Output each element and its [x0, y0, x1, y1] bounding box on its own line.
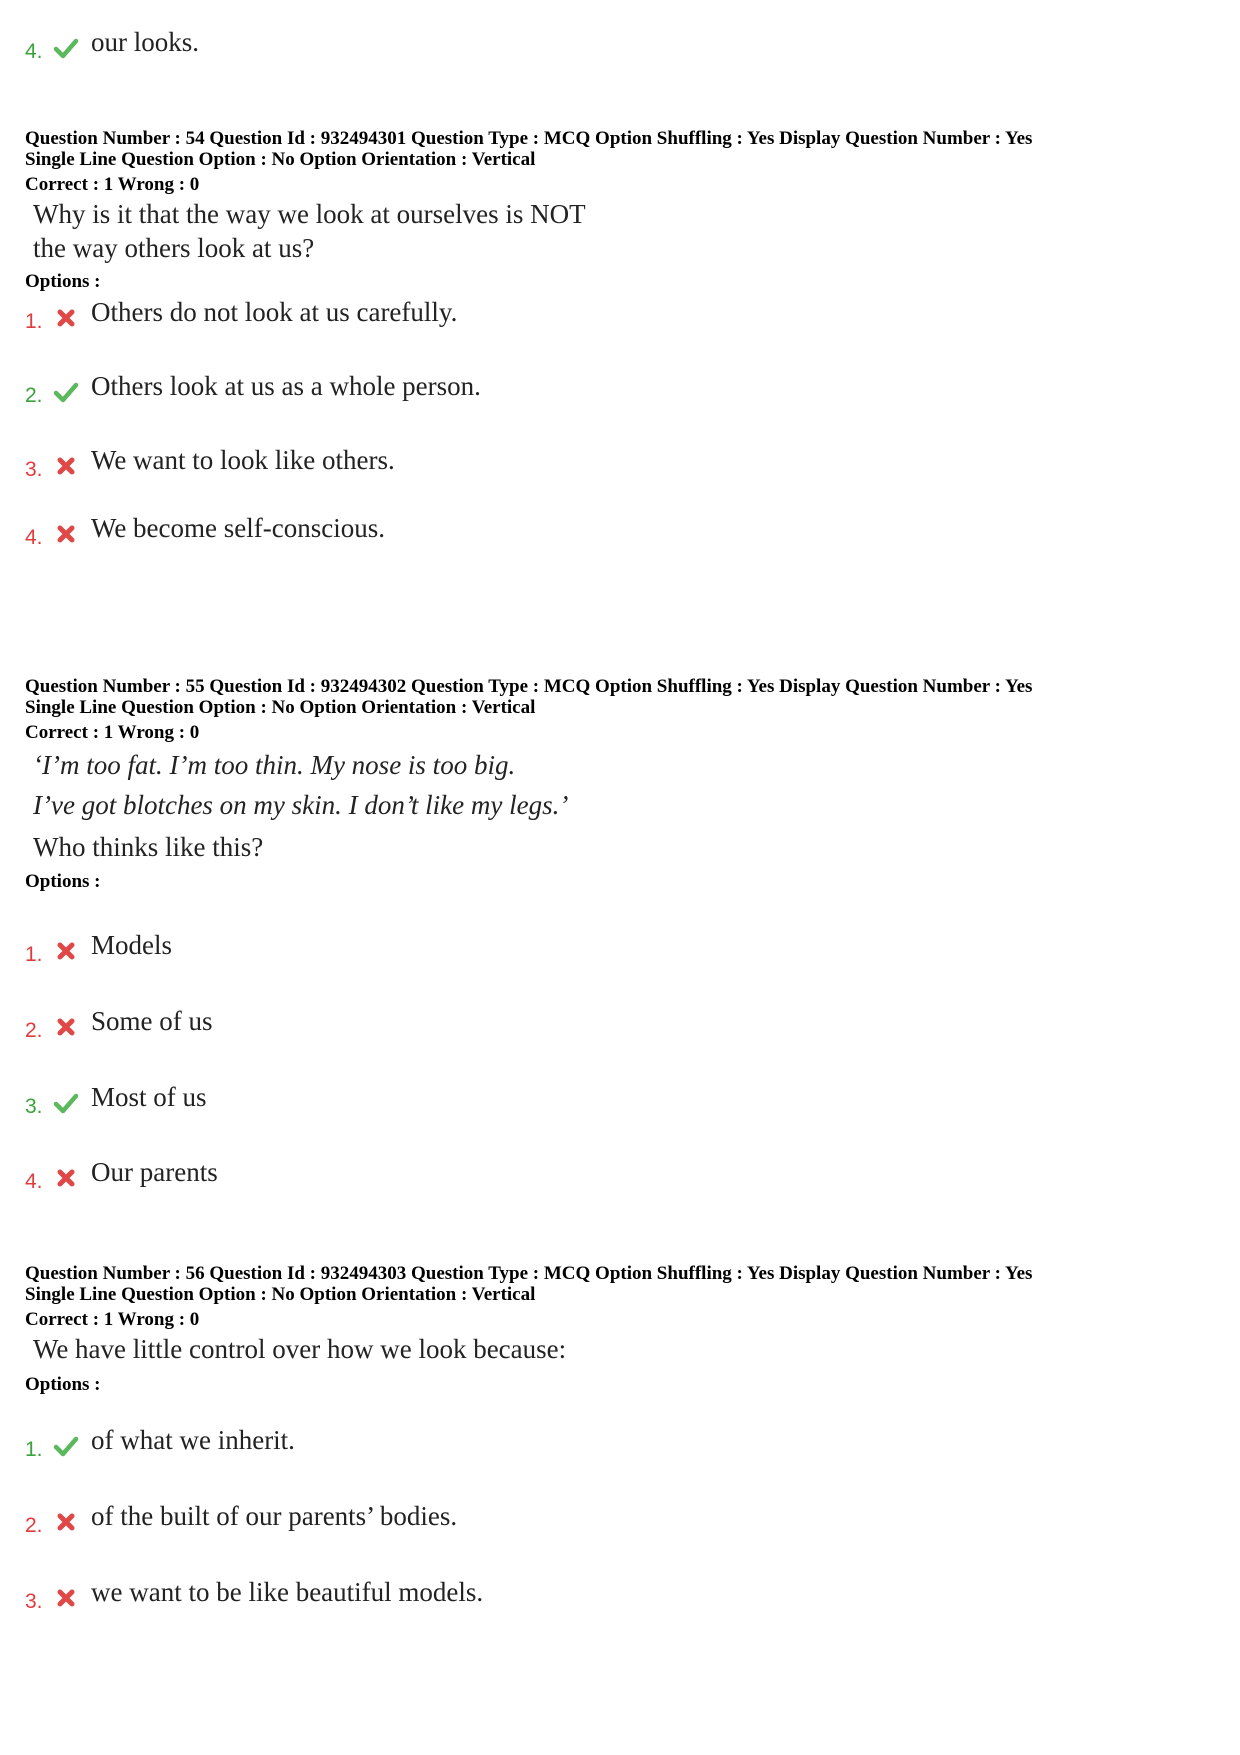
question-score: Correct : 1 Wrong : 0 — [25, 174, 200, 195]
option-text: of what we inherit. — [91, 1425, 295, 1455]
option-number: 3. — [25, 458, 43, 481]
option-number: 3. — [25, 1590, 43, 1613]
cross-icon — [53, 1014, 79, 1040]
cross-icon — [53, 1585, 79, 1611]
question-meta-options: Single Line Question Option : No Option Orientation : Vertical — [25, 1284, 536, 1305]
question-text-line: I’ve got blotches on my skin. I don’t like my legs.’ — [33, 790, 569, 820]
options-label: Options : — [25, 871, 101, 892]
option-text: Most of us — [91, 1082, 207, 1112]
check-icon — [53, 1433, 79, 1459]
question-block — [25, 128, 1032, 292]
cross-icon — [53, 453, 79, 479]
option-text: Models — [91, 930, 172, 960]
option-text: Our parents — [91, 1157, 218, 1187]
question-text — [25, 1332, 1032, 1366]
option-text: Others do not look at us carefully. — [91, 297, 458, 327]
option-number: 4. — [25, 526, 43, 549]
option-number: 1. — [25, 310, 43, 333]
option-number: 4. — [25, 1170, 43, 1193]
question-block — [25, 676, 1032, 892]
cross-icon — [53, 305, 79, 331]
options-label: Options : — [25, 271, 101, 292]
question-meta: Question Number : 55 Question Id : 932494302 Question Type : MCQ Option Shuffling : Yes Display Question Number : Yes — [25, 676, 1033, 697]
question-meta-options: Single Line Question Option : No Option Orientation : Vertical — [25, 697, 536, 718]
question-score: Correct : 1 Wrong : 0 — [25, 722, 200, 743]
question-text — [25, 197, 1032, 265]
options-label: Options : — [25, 1374, 101, 1395]
option-text: we want to be like beautiful models. — [91, 1577, 484, 1607]
option-number: 2. — [25, 1514, 43, 1537]
cross-icon — [53, 938, 79, 964]
option-text: Others look at us as a whole person. — [91, 371, 481, 401]
check-icon — [53, 379, 79, 405]
question-meta-options: Single Line Question Option : No Option Orientation : Vertical — [25, 149, 536, 170]
question-text-line: We have little control over how we look because: — [33, 1334, 567, 1364]
question-text-line: ‘I’m too fat. I’m too thin. My nose is too big. — [33, 750, 516, 780]
check-icon — [53, 35, 79, 61]
option-text: We become self-conscious. — [91, 513, 385, 543]
option-number: 1. — [25, 1438, 43, 1461]
option-text: We want to look like others. — [91, 445, 395, 475]
cross-icon — [53, 1165, 79, 1191]
question-text-line: Why is it that the way we look at ourselves is NOT — [33, 199, 586, 229]
cross-icon — [53, 521, 79, 547]
option-text: of the built of our parents’ bodies. — [91, 1501, 458, 1531]
option-number: 3. — [25, 1095, 43, 1118]
question-score: Correct : 1 Wrong : 0 — [25, 1309, 200, 1330]
question-text-line: the way others look at us? — [33, 233, 315, 263]
question-text-line: Who thinks like this? — [33, 832, 264, 862]
question-text — [25, 745, 1032, 869]
option-text: our looks. — [91, 27, 199, 57]
option-number: 4. — [25, 40, 43, 63]
option-text: Some of us — [91, 1006, 213, 1036]
option-number: 1. — [25, 943, 43, 966]
question-meta: Question Number : 54 Question Id : 932494301 Question Type : MCQ Option Shuffling : Yes Display Question Number : Yes — [25, 128, 1033, 149]
cross-icon — [53, 1509, 79, 1535]
question-block — [25, 1263, 1032, 1395]
question-meta: Question Number : 56 Question Id : 932494303 Question Type : MCQ Option Shuffling : Yes Display Question Number : Yes — [25, 1263, 1033, 1284]
check-icon — [53, 1090, 79, 1116]
option-number: 2. — [25, 1019, 43, 1042]
option-number: 2. — [25, 384, 43, 407]
